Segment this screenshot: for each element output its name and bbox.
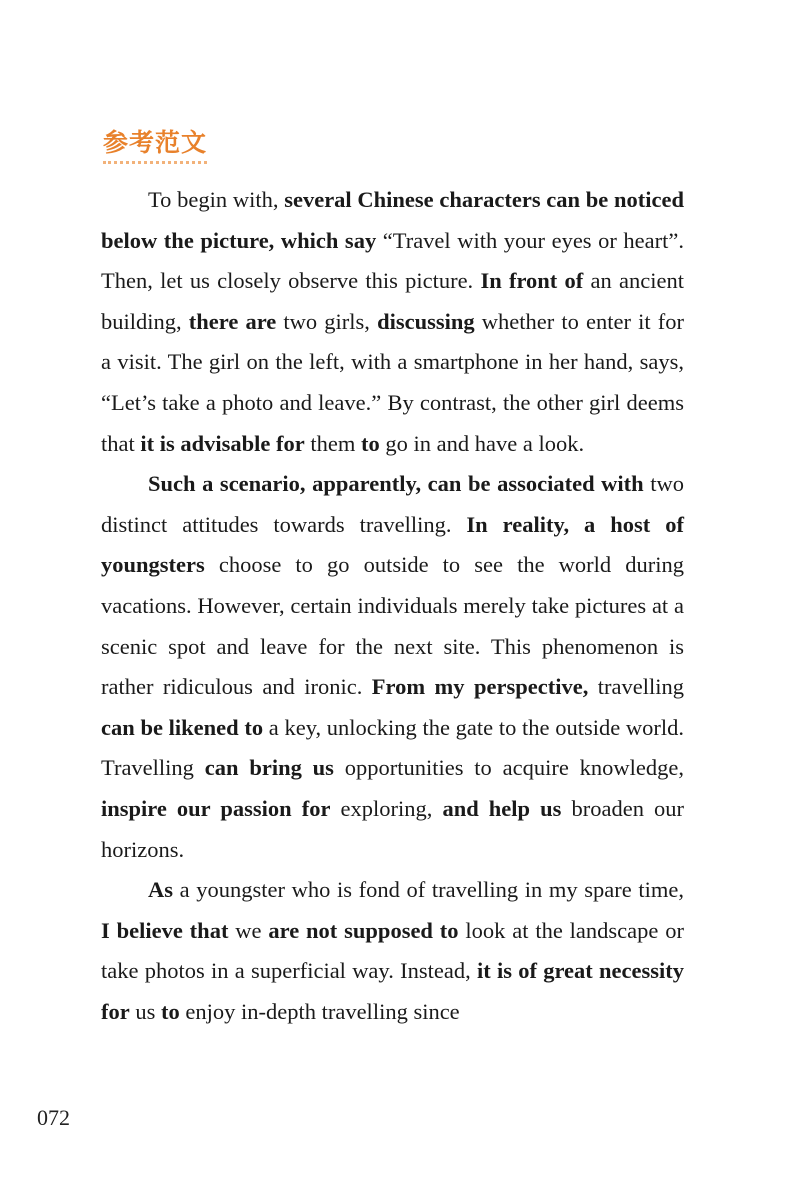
text-run: them	[304, 430, 362, 456]
text-run: whether to enter it for a visit. The girl on the left, with a smartphone in her hand, says, “Let’s take a photo and leave.” By contrast, the other girl deems that	[101, 308, 684, 456]
text-run: two girls,	[276, 308, 378, 334]
bold-phrase: to	[361, 430, 380, 456]
bold-phrase: it is advisable for	[140, 430, 305, 456]
text-run: an ancient building,	[101, 268, 685, 334]
text-run: exploring,	[330, 795, 443, 821]
paragraph-2	[101, 464, 684, 870]
text-run: go in and have a look.	[379, 430, 585, 456]
text-run: broaden our horizons.	[101, 795, 685, 862]
bold-phrase: Such a scenario, apparently, can be associated with	[148, 471, 644, 497]
bold-phrase: there are	[188, 308, 277, 334]
text-run: we	[228, 917, 269, 943]
text-run: opportunities to acquire knowledge,	[333, 755, 684, 781]
text-run: a youngster who is fond of travelling in my spare time,	[173, 877, 684, 903]
bold-phrase: As	[148, 877, 174, 903]
text-run: enjoy in-depth travelling since	[179, 998, 460, 1024]
text-run: look at the landscape or take photos in a superficial way. Instead,	[101, 917, 684, 984]
section-heading: 参考范文	[103, 128, 207, 164]
bold-phrase: In reality, a host of youngsters	[101, 511, 684, 578]
text-run: To begin with,	[148, 187, 285, 212]
text-run: two distinct attitudes towards travelling.	[101, 471, 684, 537]
bold-phrase: can bring us	[204, 755, 334, 781]
bold-phrase: inspire our passion for	[101, 795, 331, 821]
paragraph-1	[101, 180, 684, 464]
bold-phrase: From my perspective,	[371, 674, 589, 700]
text-run: a key, unlocking the gate to the outside world. Travelling	[101, 714, 684, 781]
bold-phrase: I believe that	[101, 917, 229, 943]
essay-body	[101, 180, 684, 1032]
bold-phrase: it is of great necessity for	[101, 958, 684, 1024]
bold-phrase: to	[161, 998, 180, 1024]
bold-phrase: In front of	[480, 268, 584, 294]
paragraph-3	[101, 870, 684, 1032]
bold-phrase: and help us	[442, 795, 562, 821]
text-run: “Travel with your eyes or heart”. Then, let us closely observe this picture.	[101, 227, 685, 294]
text-run: choose to go outside to see the world during vacations. However, certain individuals merely take pictures at a scenic spot and leave for the next site. This phenomenon is rather ridiculous and ironic.	[101, 552, 684, 700]
bold-phrase: can be likened to	[101, 714, 264, 740]
bold-phrase: are not supposed to	[268, 917, 459, 943]
bold-phrase: several Chinese characters can be noticed below the picture, which say	[101, 187, 684, 253]
page-number: 072	[37, 1105, 70, 1130]
bold-phrase: discussing	[377, 308, 475, 334]
text-run: travelling	[588, 674, 684, 700]
text-run: us	[129, 998, 161, 1024]
